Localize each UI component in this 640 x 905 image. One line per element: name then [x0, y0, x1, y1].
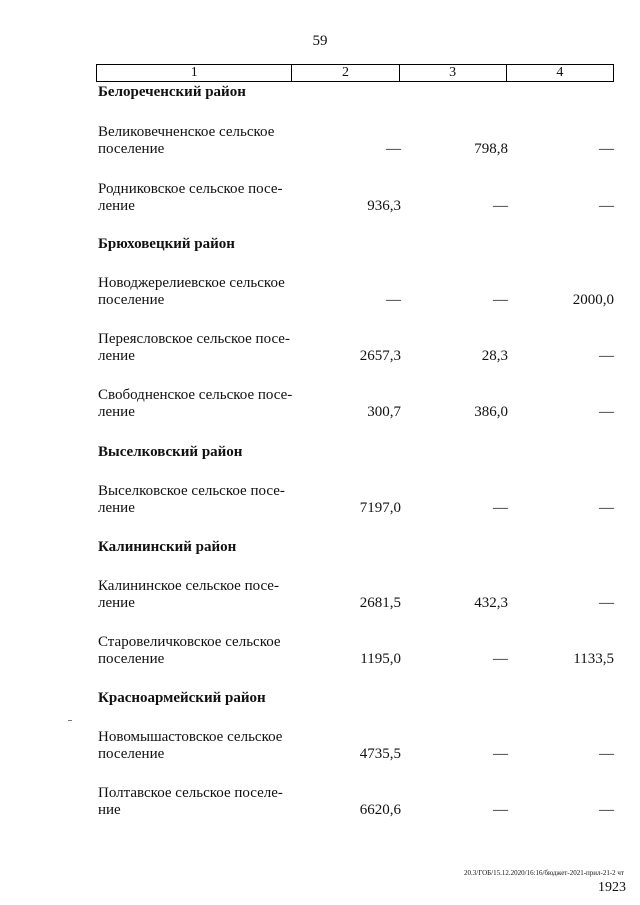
- value-col-4: 1133,5: [573, 651, 614, 667]
- value-col-3: —: [493, 198, 508, 214]
- value-col-4: —: [599, 141, 614, 157]
- value-col-2: 300,7: [367, 404, 401, 420]
- value-col-2: 6620,6: [359, 802, 401, 818]
- value-col-4: —: [599, 802, 614, 818]
- settlement-name: Полтавское сельское поселе- ние: [98, 785, 283, 818]
- header-col-2: 2: [292, 65, 399, 82]
- value-col-2: 936,3: [367, 198, 401, 214]
- settlement-name: Великовечненское сельское поселение: [98, 124, 275, 157]
- value-col-4: —: [599, 404, 614, 420]
- value-col-3: —: [493, 500, 508, 516]
- settlement-name: Новоджерелиевское сельское поселение: [98, 275, 285, 308]
- district-heading: Калининский район: [98, 539, 237, 555]
- value-col-4: —: [599, 595, 614, 611]
- value-col-4: 2000,0: [572, 292, 614, 308]
- value-col-2: —: [386, 141, 401, 157]
- header-col-3: 3: [399, 65, 506, 82]
- settlement-name: Свободненское сельское посе- ление: [98, 387, 293, 420]
- value-col-4: —: [599, 500, 614, 516]
- value-col-2: 1195,0: [360, 651, 401, 667]
- value-col-4: —: [599, 746, 614, 762]
- settlement-name: Переясловское сельское посе- ление: [98, 331, 290, 364]
- settlement-name: Родниковское сельское посе- ление: [98, 181, 283, 214]
- value-col-4: —: [599, 198, 614, 214]
- scan-speck: [68, 720, 72, 721]
- header-col-1: 1: [97, 65, 292, 82]
- value-col-2: 2681,5: [359, 595, 401, 611]
- settlement-name: Старовеличковское сельское поселение: [98, 634, 281, 667]
- value-col-2: —: [386, 292, 401, 308]
- value-col-3: —: [493, 651, 508, 667]
- settlement-name: Калининское сельское посе- ление: [98, 578, 279, 611]
- footer-page-number: 1923: [598, 880, 626, 895]
- value-col-3: —: [493, 292, 508, 308]
- footer-document-code: 20.3/ГОБ/15.12.2020/16:16/бюджет-2021-прил-21-2 чт: [464, 869, 624, 877]
- value-col-3: 798,8: [474, 141, 508, 157]
- page-number: 59: [312, 33, 328, 49]
- district-heading: Выселковский район: [98, 444, 243, 460]
- value-col-3: 28,3: [481, 348, 508, 364]
- settlement-name: Новомышастовское сельское поселение: [98, 729, 283, 762]
- district-heading: Брюховецкий район: [98, 236, 235, 252]
- settlement-name: Выселковское сельское посе- ление: [98, 483, 285, 516]
- header-col-4: 4: [506, 65, 613, 82]
- value-col-2: 4735,5: [359, 746, 401, 762]
- value-col-3: 432,3: [474, 595, 508, 611]
- district-heading: Красноармейский район: [98, 690, 266, 706]
- value-col-3: —: [493, 802, 508, 818]
- district-heading: Белореченский район: [98, 84, 246, 100]
- value-col-3: 386,0: [474, 404, 508, 420]
- value-col-4: —: [599, 348, 614, 364]
- value-col-2: 7197,0: [359, 500, 401, 516]
- value-col-3: —: [493, 746, 508, 762]
- value-col-2: 2657,3: [359, 348, 401, 364]
